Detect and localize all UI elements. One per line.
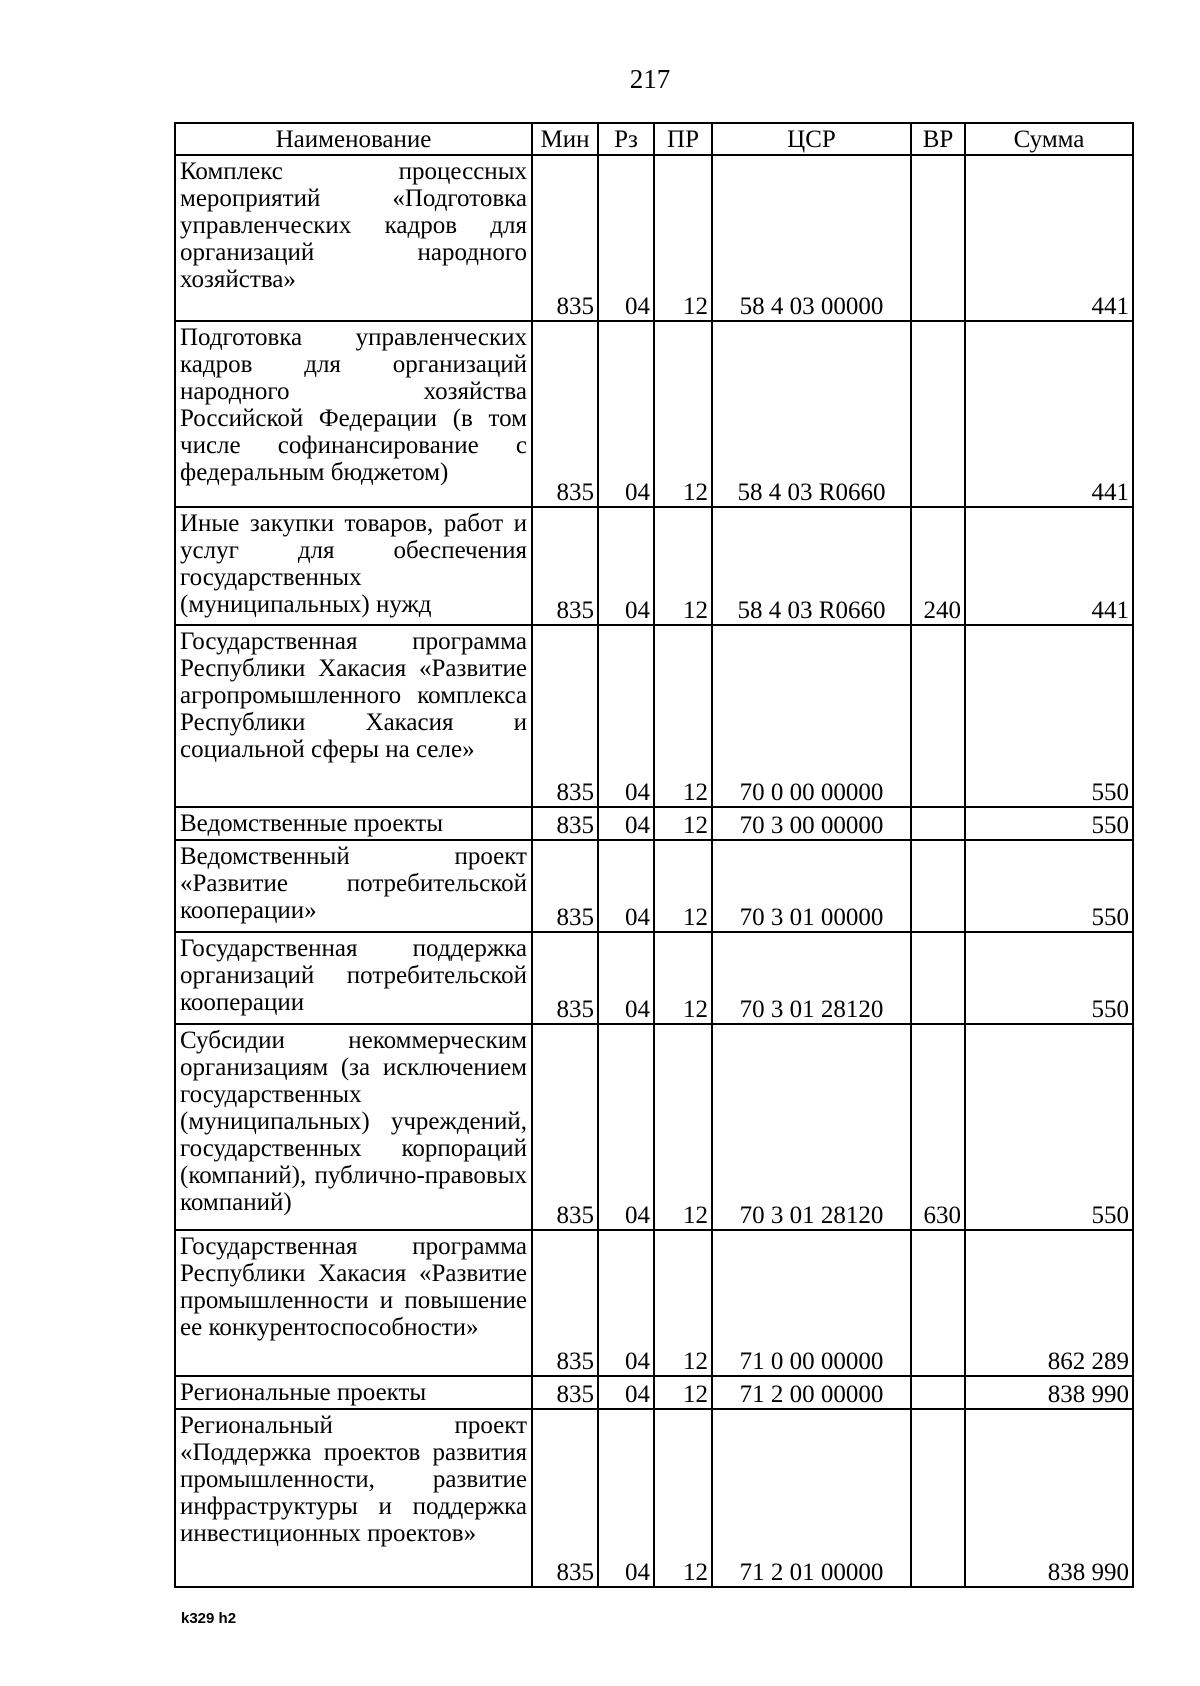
row-csr: 58 4 03 R0660 [712,321,911,507]
row-rz: 04 [598,155,654,321]
row-vr [911,1409,965,1587]
row-min: 835 [532,1376,598,1409]
row-rz: 04 [598,1376,654,1409]
row-vr [911,807,965,840]
row-csr: 58 4 03 00000 [712,155,911,321]
table-row [175,807,1133,840]
row-vr [911,1376,965,1409]
row-rz: 04 [598,840,654,932]
row-rz: 04 [598,321,654,507]
row-name: Государственная поддержка организаций потребительской кооперации [175,932,532,1024]
row-min: 835 [532,507,598,625]
header-min: Мин [532,123,598,155]
row-vr [911,932,965,1024]
row-csr: 70 3 01 28120 [712,1024,911,1230]
row-sum: 550 [965,932,1133,1024]
row-name: Государственная программа Республики Хакасия «Развитие промышленности и повышение ее конкурентоспособности» [175,1230,532,1376]
row-pr: 12 [654,807,712,840]
row-csr: 71 2 01 00000 [712,1409,911,1587]
row-name: Региональный проект «Поддержка проектов развития промышленности, развитие инфраструктуры и поддержка инвестиционных проектов» [175,1409,532,1587]
row-pr: 12 [654,932,712,1024]
table-row [175,625,1133,807]
header-vr: ВР [911,123,965,155]
row-sum: 550 [965,1024,1133,1230]
header-pr: ПР [654,123,712,155]
row-name: Ведомственный проект «Развитие потребительской кооперации» [175,840,532,932]
row-csr: 70 3 00 00000 [712,807,911,840]
row-name: Субсидии некоммерческим организациям (за исключением государственных (муниципальных) учреждений, государственных корпораций (компаний), публично-правовых компаний) [175,1024,532,1230]
row-pr: 12 [654,1376,712,1409]
row-pr: 12 [654,840,712,932]
row-rz: 04 [598,807,654,840]
row-name: Иные закупки товаров, работ и услуг для обеспечения государственных (муниципальных) нужд [175,507,532,625]
row-name: Государственная программа Республики Хакасия «Развитие агропромышленного комплекса Республики Хакасия и социальной сферы на селе» [175,625,532,807]
row-sum: 550 [965,807,1133,840]
table-row [175,507,1133,625]
footer-code: k329 h2 [181,1610,237,1627]
row-rz: 04 [598,932,654,1024]
row-sum: 838 990 [965,1376,1133,1409]
header-sum: Сумма [965,123,1133,155]
row-min: 835 [532,932,598,1024]
table-row [175,321,1133,507]
row-name: Подготовка управленческих кадров для организаций народного хозяйства Российской Федерации (в том числе софинансирование с федеральным бюджетом) [175,321,532,507]
row-vr [911,155,965,321]
row-sum: 550 [965,840,1133,932]
row-min: 835 [532,625,598,807]
row-sum: 441 [965,507,1133,625]
budget-table [174,122,1134,1588]
table-row [175,1376,1133,1409]
table-row [175,932,1133,1024]
row-pr: 12 [654,1230,712,1376]
row-name: Региональные проекты [175,1376,532,1409]
row-min: 835 [532,807,598,840]
row-sum: 441 [965,155,1133,321]
row-csr: 71 0 00 00000 [712,1230,911,1376]
row-pr: 12 [654,1024,712,1230]
row-rz: 04 [598,625,654,807]
table-row [175,1230,1133,1376]
row-sum: 441 [965,321,1133,507]
table-row [175,155,1133,321]
row-csr: 58 4 03 R0660 [712,507,911,625]
page-number: 217 [629,64,671,94]
row-vr [911,840,965,932]
row-min: 835 [532,1024,598,1230]
row-min: 835 [532,1409,598,1587]
table-header-row [175,123,1133,155]
row-vr [911,625,965,807]
row-vr: 240 [911,507,965,625]
row-min: 835 [532,1230,598,1376]
row-name: Ведомственные проекты [175,807,532,840]
row-pr: 12 [654,625,712,807]
row-vr [911,1230,965,1376]
row-rz: 04 [598,1409,654,1587]
header-csr: ЦСР [712,123,911,155]
row-sum: 550 [965,625,1133,807]
row-min: 835 [532,155,598,321]
header-rz: Рз [598,123,654,155]
table-row [175,1409,1133,1587]
row-pr: 12 [654,321,712,507]
row-sum: 838 990 [965,1409,1133,1587]
table-row [175,840,1133,932]
row-rz: 04 [598,1024,654,1230]
table-row [175,1024,1133,1230]
row-csr: 71 2 00 00000 [712,1376,911,1409]
row-pr: 12 [654,1409,712,1587]
row-sum: 862 289 [965,1230,1133,1376]
row-rz: 04 [598,1230,654,1376]
row-csr: 70 0 00 00000 [712,625,911,807]
row-csr: 70 3 01 28120 [712,932,911,1024]
row-pr: 12 [654,155,712,321]
row-rz: 04 [598,507,654,625]
header-name: Наименование [175,123,532,155]
row-csr: 70 3 01 00000 [712,840,911,932]
row-min: 835 [532,321,598,507]
row-vr [911,321,965,507]
row-vr: 630 [911,1024,965,1230]
row-name: Комплекс процессных мероприятий «Подготовка управленческих кадров для организаций народного хозяйства» [175,155,532,321]
row-min: 835 [532,840,598,932]
row-pr: 12 [654,507,712,625]
